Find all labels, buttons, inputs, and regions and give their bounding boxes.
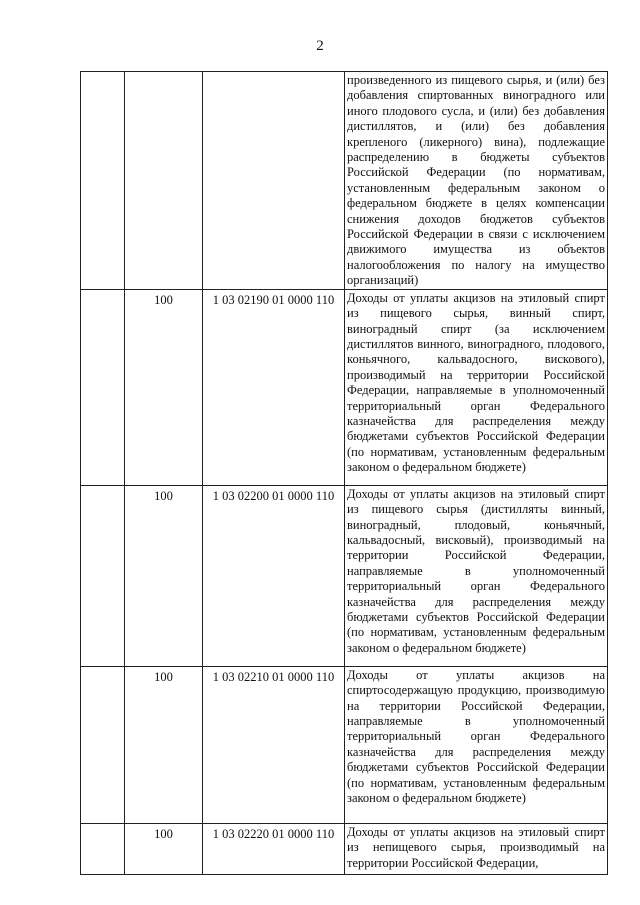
table-row [81,72,608,290]
blank-cell [81,666,125,823]
revenue-code-cell: 1 03 02190 01 0000 110 [203,289,345,485]
description-cell: Доходы от уплаты акцизов на этиловый спирт из пищевого сырья, винный спирт, виноградный спирт (за исключением дистиллятов винного, виноградного, плодового, коньячного, кальвадосного, вискового), производимый на территории Российской Федерации, направляемые в уполномоченный территориальный орган Федерального казначейства для распределения между бюджетами субъектов Российской Федерации (по нормативам, установленным федеральным законом о федеральном бюджете) [345,289,608,485]
blank-cell [81,485,125,666]
description-cell: Доходы от уплаты акцизов на этиловый спирт из пищевого сырья (дистилляты винный, виноградный, плодовый, коньячный, кальвадосный, висковый), производимый на территории Российской Федерации, направляемые в уполномоченный территориальный орган Федерального казначейства для распределения между бюджетами субъектов Российской Федерации (по нормативам, установленным федеральным законом о федеральном бюджете) [345,485,608,666]
description-cell: произведенного из пищевого сырья, и (или) без добавления спиртованных виноградного или иного плодового сусла, и (или) без добавления дистиллятов, и (или) без добавления крепленого (ликерного) вина), подлежащие распределению в бюджеты субъектов Российской Федерации (по нормативам, установленным федеральным законом о федеральном бюджете в целях компенсации снижения доходов бюджетов субъектов Российской Федерации в связи с исключением движимого имущества из объектов налогообложения по налогу на имущество организаций) [345,72,608,290]
table-row [81,485,608,666]
blank-cell [81,289,125,485]
admin-code-cell: 100 [125,485,203,666]
revenue-code-cell: 1 03 02210 01 0000 110 [203,666,345,823]
blank-cell [81,72,125,290]
description-cell: Доходы от уплаты акцизов на этиловый спирт из непищевого сырья, производимый на территории Российской Федерации, [345,823,608,874]
revenue-code-cell [203,72,345,290]
table-row [81,289,608,485]
revenue-code-cell: 1 03 02220 01 0000 110 [203,823,345,874]
description-cell: Доходы от уплаты акцизов на спиртосодержащую продукцию, производимую на территории Российской Федерации, направляемые в уполномоченный территориальный орган Федерального казначейства для распределения между бюджетами субъектов Российской Федерации (по нормативам, установленным федеральным законом о федеральном бюджете) [345,666,608,823]
admin-code-cell: 100 [125,289,203,485]
revenue-code-cell: 1 03 02200 01 0000 110 [203,485,345,666]
page-number: 2 [316,38,324,54]
blank-cell [81,823,125,874]
admin-code-cell: 100 [125,666,203,823]
admin-code-cell: 100 [125,823,203,874]
budget-revenue-table [80,71,608,875]
admin-code-cell [125,72,203,290]
table-row [81,823,608,874]
table-row [81,666,608,823]
